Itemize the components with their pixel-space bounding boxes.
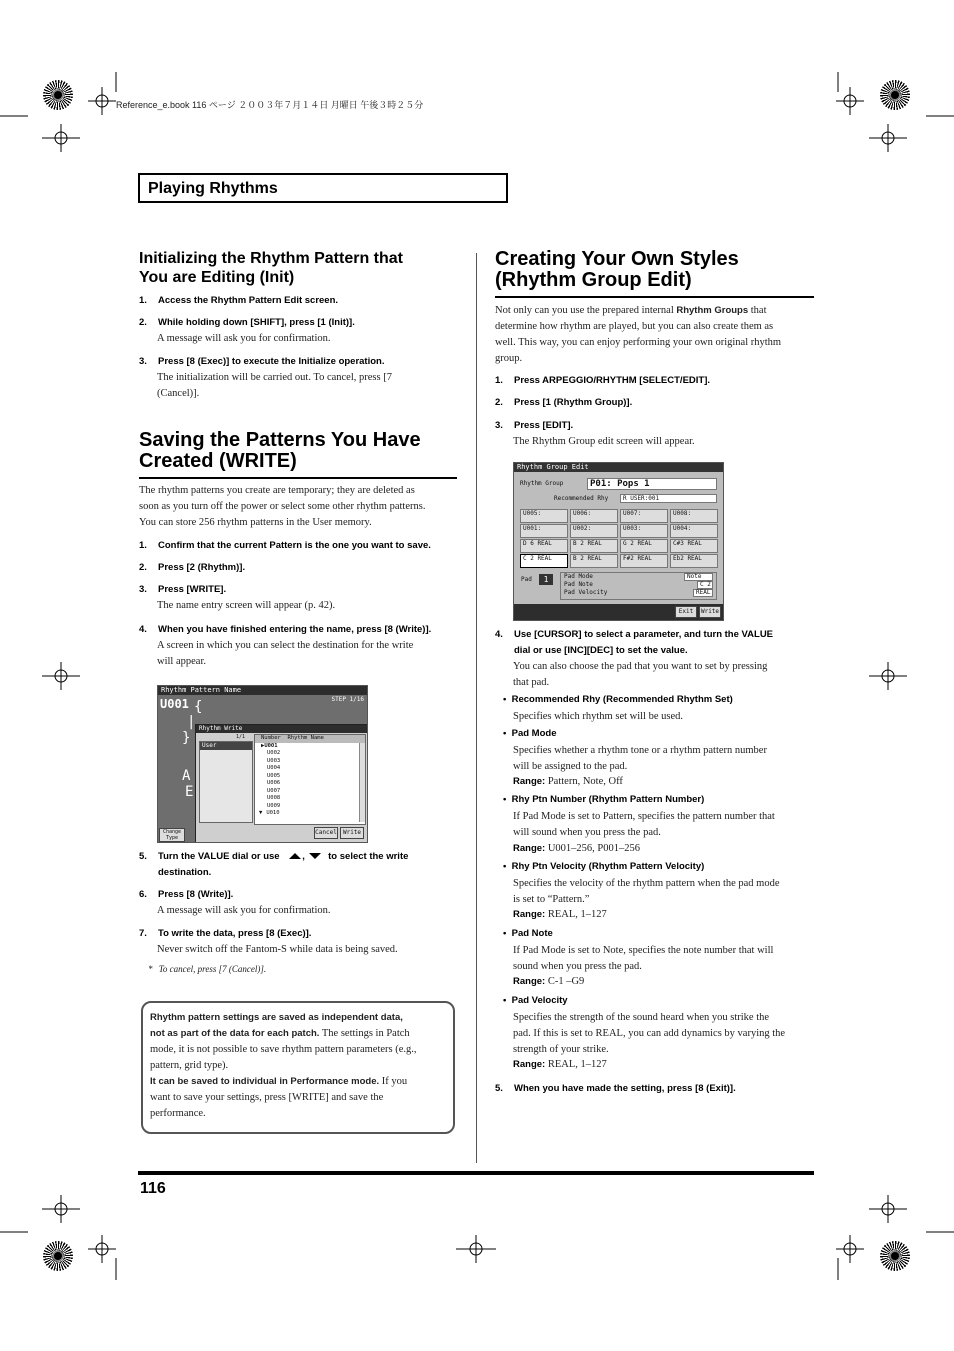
cancel-button[interactable]: Cancel	[314, 827, 338, 839]
body-line: The Rhythm Group edit screen will appear.	[513, 436, 695, 447]
list-item[interactable]: U005	[267, 772, 281, 779]
step-indicator: STEP 1/16	[331, 696, 364, 703]
param-range	[513, 843, 640, 854]
group-label: Rhythm Group	[520, 480, 564, 487]
range-value: U001–256, P001–256	[547, 843, 641, 854]
step-text: Press [1 (Rhythm Group)].	[514, 397, 633, 408]
step-text: While holding down [SHIFT], press [1 (Init)].	[158, 317, 355, 328]
range-label: Range:	[513, 843, 546, 854]
step-number: 2.	[495, 397, 503, 408]
intro-text: that	[748, 305, 767, 316]
list-item[interactable]: U006	[267, 780, 281, 786]
step-text: When you have made the setting, press [8 (Exit)].	[514, 1083, 736, 1094]
write-button[interactable]: Write	[699, 606, 721, 618]
step-number: 2.	[139, 317, 147, 328]
footer-rule	[138, 1171, 814, 1175]
pad-cell-selected[interactable]: C 2 REAL	[520, 554, 568, 568]
screen-title: Rhythm Pattern Name	[158, 686, 368, 695]
step-text-part: Turn the VALUE dial or use	[158, 851, 280, 862]
step-number: 5.	[139, 851, 147, 862]
step-text: Turn the VALUE dial or use , to select the write	[158, 851, 409, 862]
range-value: C-1 –G9	[547, 976, 585, 987]
note-line: performance.	[150, 1108, 206, 1119]
rhythm-group-edit-screen	[513, 462, 724, 621]
param-body	[513, 876, 780, 908]
pad-cell[interactable]: B 2 REAL	[570, 554, 618, 568]
step-text: Use [CURSOR] to select a parameter, and turn the VALUE	[514, 629, 774, 640]
item-number: U001	[264, 742, 278, 749]
pad-cell[interactable]: U004:	[670, 524, 718, 538]
step-text: destination.	[158, 867, 212, 878]
list-item[interactable]: ▶U001	[261, 742, 278, 749]
print-header: Reference_e.book 116 ページ ２００３年７月１４日 月曜日 午後３時２５分	[116, 100, 424, 110]
column-number: Number	[261, 735, 281, 741]
body-line: Specifies the strength of the sound heard when you strike the	[513, 1012, 770, 1023]
char-glyph: A	[182, 768, 191, 784]
param-body	[513, 1010, 785, 1058]
body-line: will be assigned to the pad.	[513, 761, 628, 772]
param-range	[513, 1059, 607, 1070]
rhythm-write-dialog	[195, 724, 368, 843]
write-heading-line: Saving the Patterns You Have	[139, 429, 421, 451]
heading-rule	[495, 296, 814, 298]
number-list[interactable]	[254, 734, 366, 825]
param-name: • Pad Note	[503, 928, 553, 939]
step-body	[157, 903, 331, 919]
pad-cell[interactable]: U001:	[520, 524, 568, 538]
note-line	[150, 1026, 450, 1042]
note-text: The settings in Patch	[319, 1028, 410, 1039]
pad-cell[interactable]: U002:	[570, 524, 618, 538]
body-line: group.	[495, 353, 523, 364]
body-line: (Cancel)].	[157, 388, 200, 399]
step-text: Press [2 (Rhythm)].	[158, 562, 246, 573]
dialog-title: Rhythm Write	[196, 725, 368, 733]
pad-mode-field[interactable]: Note	[684, 573, 713, 581]
exit-button[interactable]: Exit	[675, 606, 697, 618]
group-value: P01: Pops 1	[590, 479, 650, 489]
heading-rule	[139, 477, 457, 479]
note-bold: Rhythm pattern settings are saved as independent data,	[150, 1012, 403, 1023]
body-line: sound when you press the pad.	[513, 961, 642, 972]
step-number: 4.	[139, 624, 147, 635]
range-label: Range:	[513, 909, 546, 920]
step-text: When you have finished entering the name, press [8 (Write)].	[158, 624, 432, 635]
range-label: Range:	[513, 976, 546, 987]
list-item[interactable]: U008	[267, 795, 281, 801]
down-arrow-icon	[308, 852, 322, 860]
step-body	[157, 638, 413, 670]
intro-bold: Rhythm Groups	[676, 305, 749, 316]
step-number: 6.	[139, 889, 147, 900]
footnote-marker: *	[148, 964, 153, 974]
note-line: want to save your settings, press [WRITE] and save the	[150, 1092, 384, 1103]
body-line: will appear.	[157, 656, 206, 667]
column-divider	[476, 253, 477, 1163]
section-tab	[138, 173, 508, 203]
pattern-number: U001	[160, 697, 189, 711]
param-title: Rhy Ptn Velocity (Rhythm Pattern Velocity)	[511, 861, 705, 872]
body-line: The initialization will be carried out. To cancel, press [7	[157, 372, 392, 383]
pad-cell[interactable]: C#3 REAL	[670, 539, 718, 553]
step-body	[157, 331, 331, 347]
param-title: Recommended Rhy (Recommended Rhythm Set)	[511, 694, 733, 705]
param-name: • Pad Mode	[503, 728, 557, 739]
pad-cell[interactable]: D 6 REAL	[520, 539, 568, 553]
bracket-glyph: {	[194, 699, 203, 715]
footnote	[148, 964, 266, 974]
body-line: Specifies whether a rhythm tone or a rhythm pattern number	[513, 745, 767, 756]
range-value: REAL, 1–127	[547, 909, 607, 920]
pad-number: 1	[539, 574, 553, 585]
body-line: If Pad Mode is set to Note, specifies the note number that will	[513, 945, 774, 956]
param-body	[513, 809, 775, 841]
step-number: 4.	[495, 629, 503, 640]
param-title: Rhy Ptn Number (Rhythm Pattern Number)	[511, 794, 705, 805]
pad-mode-label: Pad Mode	[564, 573, 593, 580]
recommended-label: Recommended Rhy	[554, 495, 609, 502]
body-line: The name entry screen will appear (p. 42).	[157, 600, 336, 611]
step-text: Press [WRITE].	[158, 584, 227, 595]
note-bold: It can be saved to individual in Performance mode.	[150, 1076, 380, 1087]
param-body	[513, 709, 683, 725]
pad-velocity-label: Pad Velocity	[564, 589, 608, 596]
step-text-part: to select the write	[328, 851, 409, 862]
pad-note-field[interactable]: C 2	[697, 581, 713, 589]
param-range	[513, 909, 607, 920]
body-line: You can also choose the pad that you want to set by pressing	[513, 661, 768, 672]
step-text: Press [8 (Exec)] to execute the Initialize operation.	[158, 356, 385, 367]
step-body	[157, 370, 392, 402]
param-title: Pad Velocity	[511, 995, 568, 1006]
list-scrollbar[interactable]	[359, 743, 365, 822]
body-line: Specifies the velocity of the rhythm pattern when the pad mode	[513, 878, 780, 889]
body-line: The rhythm patterns you create are temporary; they are deleted as	[139, 485, 415, 496]
list-header	[255, 735, 365, 743]
range-label: Range:	[513, 776, 546, 787]
up-arrow-icon	[288, 852, 302, 860]
note-line: pattern, grid type).	[150, 1060, 229, 1071]
group-user[interactable]: User	[200, 742, 252, 750]
pad-cell[interactable]: U006:	[570, 509, 618, 523]
param-name: • Rhy Ptn Velocity (Rhythm Pattern Velocity)	[503, 861, 705, 872]
pad-cell[interactable]: Eb2 REAL	[670, 554, 718, 568]
step-body	[513, 434, 695, 450]
note-text: If you	[379, 1076, 408, 1087]
note-line	[150, 1074, 450, 1090]
write-heading-line: Created (WRITE)	[139, 450, 297, 472]
body-line: is set to “Pattern.”	[513, 894, 590, 905]
column-name: Rhythm Name	[287, 735, 324, 741]
range-label: Range:	[513, 1059, 546, 1070]
step-number: 3.	[495, 420, 503, 431]
char-glyph: E	[185, 784, 194, 800]
intro-text: Not only can you use the prepared internal	[495, 305, 677, 316]
note-line	[150, 1010, 450, 1026]
group-value-field[interactable]	[587, 478, 717, 490]
pad-note-label: Pad Note	[564, 581, 593, 588]
param-body	[513, 743, 767, 775]
body-line: A message will ask you for confirmation.	[157, 905, 331, 916]
step-text: Press ARPEGGIO/RHYTHM [SELECT/EDIT].	[514, 375, 711, 386]
body-line: will sound when you press the pad.	[513, 827, 661, 838]
body-line: strength of your strike.	[513, 1044, 609, 1055]
param-title: Pad Mode	[511, 728, 557, 739]
param-name: • Rhy Ptn Number (Rhythm Pattern Number)	[503, 794, 705, 805]
body-line: A message will ask you for confirmation.	[157, 333, 331, 344]
write-button[interactable]: Write	[340, 827, 364, 839]
step-number: 5.	[495, 1083, 503, 1094]
range-value: Pattern, Note, Off	[547, 776, 623, 787]
pad-cell[interactable]: G 2 REAL	[620, 539, 668, 553]
step-number: 3.	[139, 356, 147, 367]
step-text: To write the data, press [8 (Exec)].	[158, 928, 312, 939]
param-title: Pad Note	[511, 928, 553, 939]
step-text: Confirm that the current Pattern is the one you want to save.	[158, 540, 431, 551]
list-item[interactable]: U009	[267, 802, 281, 809]
section-tab-label: Playing Rhythms	[148, 180, 278, 197]
step-text: dial or use [INC][DEC] to set the value.	[514, 645, 688, 656]
rhythm-write-screen	[157, 685, 368, 843]
pad-cell[interactable]: U003:	[620, 524, 668, 538]
body-line: Never switch off the Fantom-S while data is being saved.	[157, 944, 398, 955]
note-box	[141, 1001, 455, 1134]
pad-cell[interactable]: B 2 REAL	[570, 539, 618, 553]
note-bold: not as part of the data for each patch.	[150, 1028, 320, 1039]
param-name: • Recommended Rhy (Recommended Rhythm Set)	[503, 694, 733, 705]
rhythm-group-intro	[495, 303, 781, 367]
list-item[interactable]: U002	[267, 750, 281, 756]
init-heading	[139, 249, 403, 287]
body-line: If Pad Mode is set to Pattern, specifies the pattern number that	[513, 811, 775, 822]
body-line: well. This way, you can enjoy performing your own original rhythm	[495, 337, 782, 348]
footnote-text: To cancel, press [7 (Cancel)].	[158, 964, 267, 974]
pad-cell[interactable]: U005:	[520, 509, 568, 523]
list-item[interactable]: U004	[267, 765, 281, 771]
bar-glyph: |	[187, 714, 196, 730]
step-number: 2.	[139, 562, 147, 573]
pad-cell[interactable]: U008:	[670, 509, 718, 523]
list-item[interactable]: U007	[267, 787, 281, 794]
body-line: determine how rhythm are played, but you can also create them as	[495, 321, 774, 332]
list-item[interactable]: U003	[267, 757, 281, 764]
body-line: soon as you turn off the power or select some other rhythm patterns.	[139, 501, 426, 512]
step-body	[157, 942, 398, 958]
range-value: REAL, 1–127	[547, 1059, 607, 1070]
param-name: • Pad Velocity	[503, 995, 568, 1006]
note-content	[150, 1010, 450, 1122]
body-line	[495, 303, 781, 319]
write-intro	[139, 483, 425, 531]
pad-cell[interactable]: F#2 REAL	[620, 554, 668, 568]
step-text: Press [8 (Write)].	[158, 889, 234, 900]
step-number: 1.	[139, 540, 147, 551]
param-range	[513, 976, 584, 987]
step-text: Access the Rhythm Pattern Edit screen.	[158, 295, 339, 306]
body-line: A screen in which you can select the destination for the write	[157, 640, 414, 651]
pad-label: Pad	[521, 576, 532, 583]
write-heading	[139, 430, 421, 472]
page-number: 116	[140, 1180, 166, 1197]
pad-cell[interactable]: U007:	[620, 509, 668, 523]
init-heading-line: Initializing the Rhythm Pattern that	[139, 250, 404, 267]
pad-velocity-field[interactable]: REAL	[693, 589, 713, 597]
step-text: Press [EDIT].	[514, 420, 574, 431]
body-line: pad. If this is set to REAL, you can add dynamics by varying the	[513, 1028, 786, 1039]
screen-title: Rhythm Group Edit	[514, 463, 724, 472]
step-number: 1.	[495, 375, 503, 386]
param-body	[513, 943, 773, 975]
step-body	[157, 598, 335, 614]
step-number: 3.	[139, 584, 147, 595]
step-number: 7.	[139, 928, 147, 939]
change-type-button[interactable]: Change Type	[159, 828, 185, 842]
param-range	[513, 776, 623, 787]
body-line: that pad.	[513, 677, 550, 688]
step-body	[513, 659, 767, 691]
page-indicator: 1/1	[236, 734, 246, 740]
note-line: mode, it is not possible to save rhythm pattern parameters (e.g.,	[150, 1044, 417, 1055]
item-number: U010	[266, 810, 280, 816]
init-heading-line: You are Editing (Init)	[139, 269, 295, 286]
body-line: You can store 256 rhythm patterns in the User memory.	[139, 517, 372, 528]
step-number: 1.	[139, 295, 147, 306]
group-list[interactable]	[199, 741, 253, 823]
recommended-rhy-field[interactable]: R USER:001	[620, 494, 717, 503]
list-item[interactable]: ▼ U010	[259, 810, 280, 816]
rhythm-group-heading	[495, 249, 739, 291]
heading-line: Creating Your Own Styles	[495, 248, 739, 270]
heading-line: (Rhythm Group Edit)	[495, 269, 692, 291]
bracket-glyph: }	[182, 730, 191, 746]
body-line: Specifies which rhythm set will be used.	[513, 711, 684, 722]
